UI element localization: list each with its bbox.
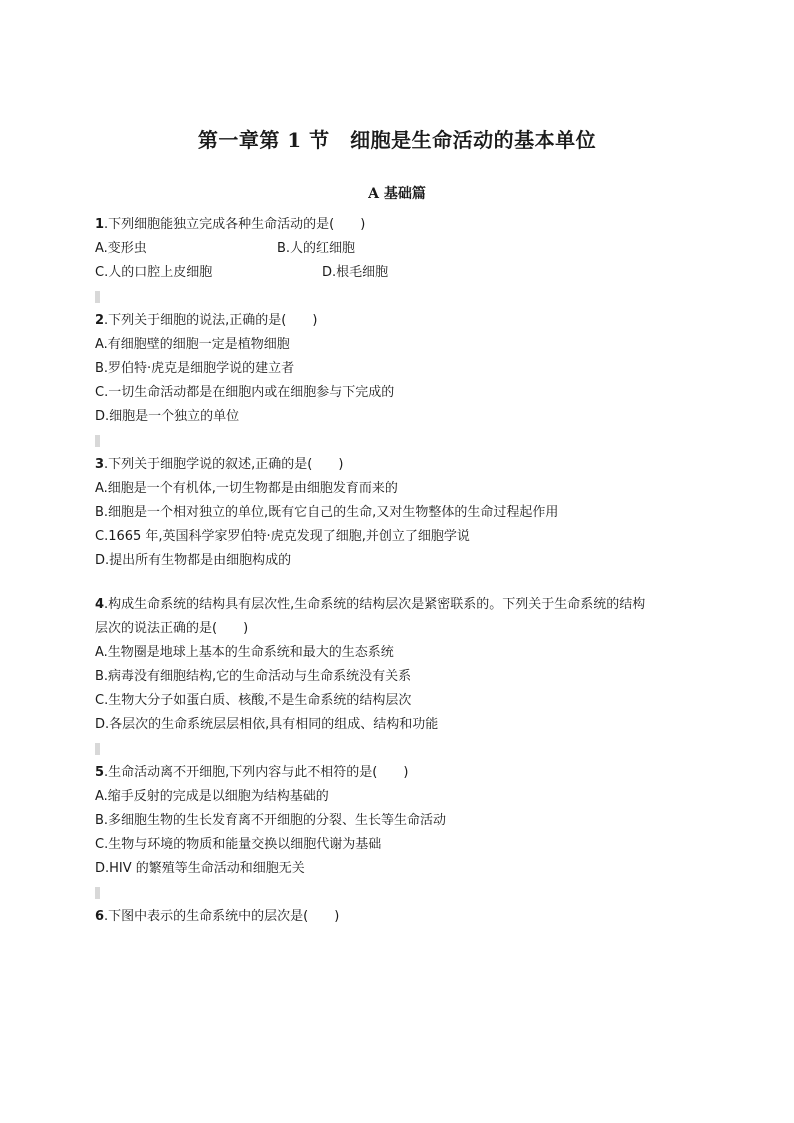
option-d: D.细胞是一个独立的单位	[95, 409, 240, 424]
section-heading: A 基础篇	[368, 186, 426, 202]
question-number: 2	[95, 313, 105, 328]
question-text: .下列关于细胞的说法,正确的是( )	[104, 313, 318, 328]
question-stem	[95, 761, 715, 785]
option-c: C.生物大分子如蛋白质、核酸,不是生命系统的结构层次	[95, 693, 412, 708]
option-d: D.提出所有生物都是由细胞构成的	[95, 553, 292, 568]
answer-placeholder-mark	[95, 743, 100, 755]
question-number: 1	[95, 217, 105, 232]
question-1	[95, 213, 715, 303]
question-4	[95, 593, 715, 755]
question-text: .生命活动离不开细胞,下列内容与此不相符的是( )	[104, 765, 409, 780]
question-text: .构成生命系统的结构具有层次性,生命系统的结构层次是紧密联系的。下列关于生命系统的结构	[104, 597, 646, 612]
answer-placeholder-mark	[95, 435, 100, 447]
question-stem	[95, 453, 715, 477]
question-list	[95, 213, 715, 929]
question-number: 3	[95, 457, 105, 472]
question-5	[95, 761, 715, 899]
question-2	[95, 309, 715, 447]
question-6	[95, 905, 715, 929]
option-c: C.1665 年,英国科学家罗伯特·虎克发现了细胞,并创立了细胞学说	[95, 529, 470, 544]
option-d: D.各层次的生命系统层层相依,具有相同的组成、结构和功能	[95, 717, 439, 732]
question-stem	[95, 593, 715, 617]
question-stem	[95, 213, 715, 237]
option-c: C.生物与环境的物质和能量交换以细胞代谢为基础	[95, 837, 382, 852]
options-row	[95, 237, 715, 261]
question-number: 6	[95, 909, 105, 924]
question-number: 4	[95, 597, 105, 612]
question-stem	[95, 309, 715, 333]
question-stem	[95, 905, 715, 929]
option-c: C.人的口腔上皮细胞	[95, 265, 213, 280]
answer-placeholder-mark	[95, 887, 100, 899]
question-text: .下列细胞能独立完成各种生命活动的是( )	[104, 217, 366, 232]
option-b: B.罗伯特·虎克是细胞学说的建立者	[95, 361, 295, 376]
option-d: D.根毛细胞	[322, 265, 389, 280]
option-a: A.缩手反射的完成是以细胞为结构基础的	[95, 789, 329, 804]
question-text: .下图中表示的生命系统中的层次是( )	[104, 909, 340, 924]
question-stem-continued: 层次的说法正确的是( )	[95, 621, 249, 636]
question-3	[95, 453, 715, 593]
option-b: B.细胞是一个相对独立的单位,既有它自己的生命,又对生物整体的生命过程起作用	[95, 505, 559, 520]
question-text: .下列关于细胞学说的叙述,正确的是( )	[104, 457, 344, 472]
option-d: D.HIV 的繁殖等生命活动和细胞无关	[95, 861, 305, 876]
option-b: B.人的红细胞	[277, 241, 356, 256]
option-c: C.一切生命活动都是在细胞内或在细胞参与下完成的	[95, 385, 395, 400]
question-number: 5	[95, 765, 105, 780]
option-a: A.有细胞壁的细胞一定是植物细胞	[95, 337, 290, 352]
spacer	[95, 573, 715, 593]
option-b: B.病毒没有细胞结构,它的生命活动与生命系统没有关系	[95, 669, 412, 684]
answer-placeholder-mark	[95, 291, 100, 303]
option-a: A.变形虫	[95, 241, 147, 256]
options-row	[95, 261, 715, 285]
option-a: A.细胞是一个有机体,一切生物都是由细胞发育而来的	[95, 481, 398, 496]
page-title: 第一章第 1 节 细胞是生命活动的基本单位	[197, 128, 597, 152]
option-b: B.多细胞生物的生长发育离不开细胞的分裂、生长等生命活动	[95, 813, 447, 828]
option-a: A.生物圈是地球上基本的生命系统和最大的生态系统	[95, 645, 394, 660]
